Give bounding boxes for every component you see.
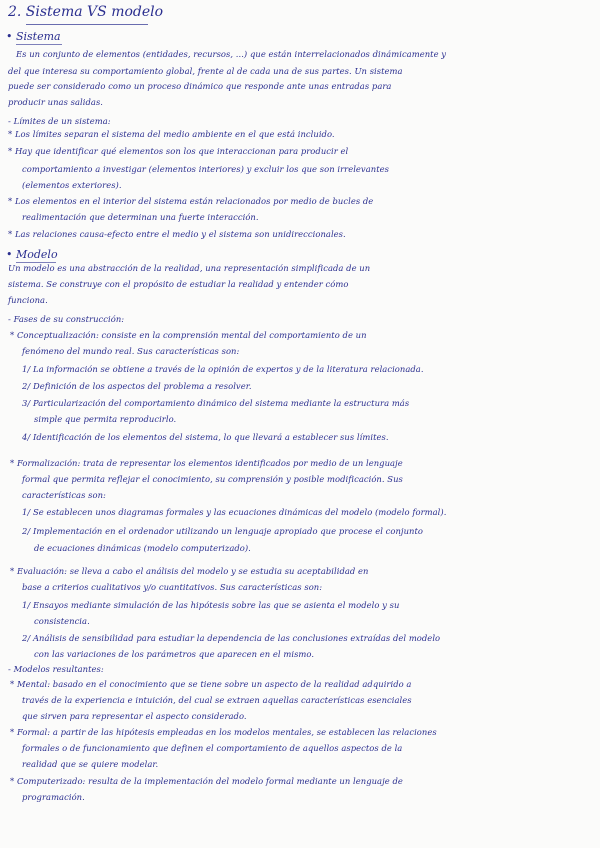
sistema-definition-line: puede ser considerado como un proceso dinámico que responde ante unas entradas para (8, 81, 392, 91)
title-underline (26, 24, 148, 25)
section-heading-modelo: • Modelo (6, 248, 58, 261)
sistema-definition-line: Es un conjunto de elementos (entidades, recursos, ...) que están interrelacionados dinámicamente y (16, 49, 447, 59)
phases-heading: - Fases de su construcción: (8, 314, 125, 324)
results-heading: - Modelos resultantes: (8, 664, 104, 674)
result-item-line: que sirven para representar el aspecto considerado. (22, 711, 247, 721)
phase-item-line: * Evaluación: se lleva a cabo el análisis del modelo y se estudia su aceptabilidad en (10, 566, 369, 576)
sistema-definition-line: producir unas salidas. (8, 97, 103, 107)
result-item-line: * Mental: basado en el conocimiento que se tiene sobre un aspecto de la realidad adquirido a (10, 679, 412, 689)
modelo-definition-line: Un modelo es una abstracción de la realidad, una representación simplificada de un (8, 263, 371, 273)
phase-item-line: 2/ Definición de los aspectos del problema a resolver. (22, 381, 252, 391)
modelo-definition-line: sistema. Se construye con el propósito de estudiar la realidad y entender cómo (8, 279, 349, 289)
phase-item-line: con las variaciones de los parámetros que aparecen en el mismo. (34, 649, 315, 659)
phase-item-line: fenómeno del mundo real. Sus características son: (22, 346, 240, 356)
phase-item-line: 1/ Ensayos mediante simulación de las hipótesis sobre las que se asienta el modelo y su (22, 600, 400, 610)
limits-item-line: * Hay que identificar qué elementos son los que interaccionan para producir el (8, 146, 349, 156)
limits-heading: - Límites de un sistema: (8, 116, 111, 126)
result-item-line: * Computerizado: resulta de la implementación del modelo formal mediante un lenguaje de (10, 776, 403, 786)
phase-item-line: 1/ Se establecen unos diagramas formales y las ecuaciones dinámicas del modelo (modelo formal). (22, 507, 447, 517)
phase-item-line: 2/ Análisis de sensibilidad para estudiar la dependencia de las conclusiones extraídas del modelo (22, 633, 441, 643)
modelo-definition-line: funciona. (8, 295, 48, 305)
page-title: 2. Sistema VS modelo (8, 4, 164, 20)
limits-item-line: realimentación que determinan una fuerte interacción. (22, 212, 259, 222)
sistema-definition-line: del que interesa su comportamiento global, frente al de cada una de sus partes. Un sistema (8, 66, 403, 76)
result-item-line: programación. (22, 792, 85, 802)
phase-item-line: formal que permita reflejar el conocimiento, su comprensión y posible modificación. Sus (22, 474, 403, 484)
limits-item-line: * Los elementos en el interior del sistema están relacionados por medio de bucles de (8, 196, 374, 206)
phase-item-line: * Formalización: trata de representar los elementos identificados por medio de un lenguaje (10, 458, 403, 468)
result-item-line: realidad que se quiere modelar. (22, 759, 159, 769)
limits-item-line: * Los límites separan el sistema del medio ambiente en el que está incluido. (8, 129, 335, 139)
phase-item-line: base a criterios cualitativos y/o cuantitativos. Sus características son: (22, 582, 323, 592)
result-item-line: * Formal: a partir de las hipótesis empleadas en los modelos mentales, se establecen las relaciones (10, 727, 437, 737)
result-item-line: formales o de funcionamiento que definen el comportamiento de aquellos aspectos de la (22, 743, 403, 753)
phase-item-line: simple que permita reproducirlo. (34, 414, 177, 424)
limits-item-line: comportamiento a investigar (elementos interiores) y excluir los que son irrelevantes (22, 164, 389, 174)
result-item-line: través de la experiencia e intuición, del cual se extraen aquellas características esenciales (22, 695, 412, 705)
phase-item-line: de ecuaciones dinámicas (modelo computerizado). (34, 543, 251, 553)
phase-item-line: consistencia. (34, 616, 90, 626)
limits-item-line: * Las relaciones causa-efecto entre el medio y el sistema son unidireccionales. (8, 229, 346, 239)
phase-item-line: * Conceptualización: consiste en la comprensión mental del comportamiento de un (10, 330, 367, 340)
limits-item-line: (elementos exteriores). (22, 180, 122, 190)
phase-item-line: 2/ Implementación en el ordenador utilizando un lenguaje apropiado que procese el conjunto (22, 526, 423, 536)
phase-item-line: 4/ Identificación de los elementos del sistema, lo que llevará a establecer sus límites. (22, 432, 389, 442)
phase-item-line: características son: (22, 490, 106, 500)
section-heading-sistema: • Sistema (6, 30, 61, 43)
phase-item-line: 1/ La información se obtiene a través de la opinión de expertos y de la literatura relacionada. (22, 364, 424, 374)
phase-item-line: 3/ Particularización del comportamiento dinámico del sistema mediante la estructura más (22, 398, 410, 408)
heading-underline (16, 44, 62, 45)
